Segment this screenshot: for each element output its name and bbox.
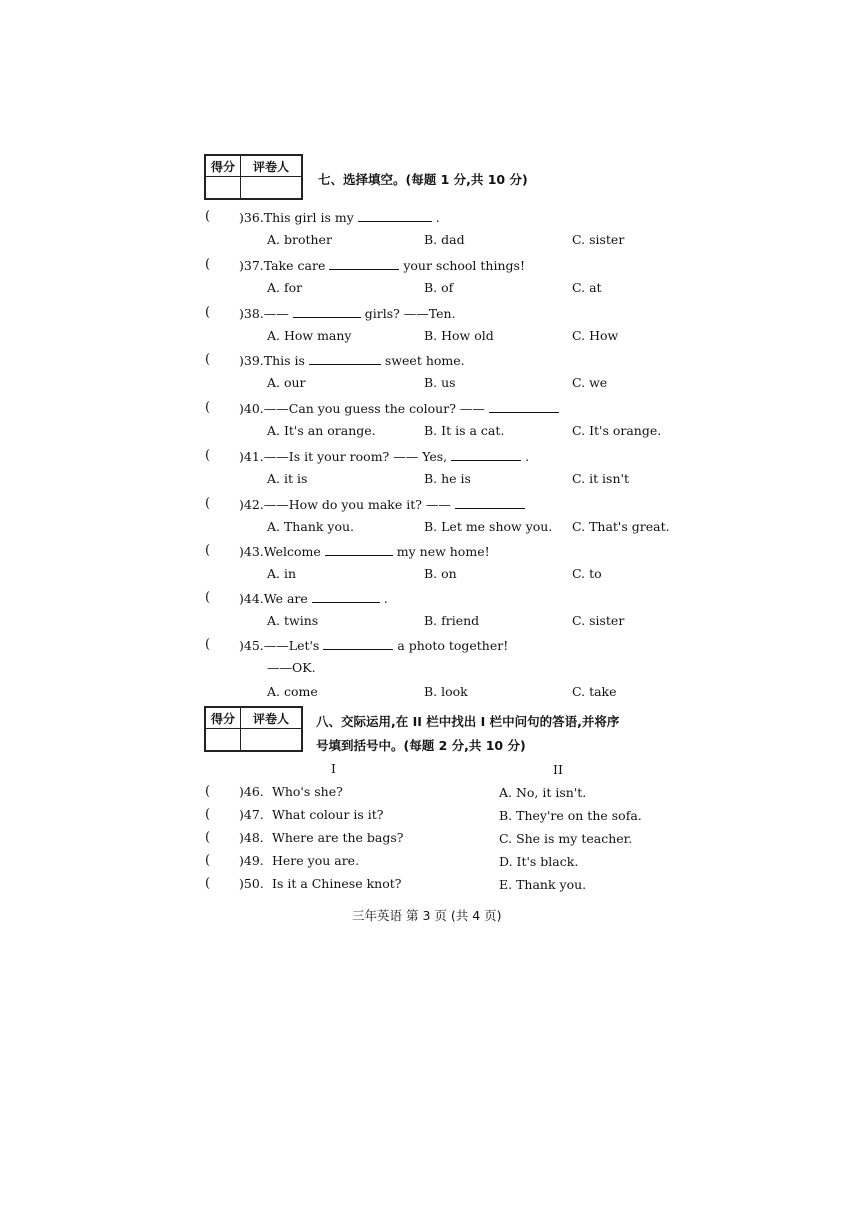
option-b: B. on: [424, 566, 457, 581]
question-41: [239, 448, 529, 464]
answer-paren[interactable]: (: [205, 257, 211, 272]
option-a: A. come: [267, 684, 318, 699]
answer-paren[interactable]: (: [205, 543, 211, 558]
question-number: )40.: [239, 401, 264, 416]
grader-label: 评卷人: [241, 708, 302, 729]
question-44: [239, 590, 388, 606]
question-42: [239, 496, 525, 512]
option-c: C. sister: [572, 613, 625, 628]
question-text: This girl is my: [263, 210, 354, 225]
option-c: C. to: [572, 566, 602, 581]
score-cell[interactable]: [206, 729, 241, 751]
question-text: ——Is it your room? —— Yes,: [263, 449, 448, 464]
dialogue-answer: A. No, it isn't.: [499, 785, 587, 800]
answer-paren[interactable]: (: [205, 448, 211, 463]
answer-paren[interactable]: (: [205, 305, 211, 320]
answer-blank[interactable]: [323, 637, 393, 650]
option-b: B. he is: [424, 471, 471, 486]
question-text: Welcome: [263, 544, 321, 559]
answer-blank[interactable]: [455, 496, 525, 509]
dialogue-question: What colour is it?: [272, 807, 384, 822]
question-40: [239, 400, 559, 416]
option-a: A. Thank you.: [267, 519, 355, 534]
score-label: 得分: [206, 708, 241, 729]
answer-paren[interactable]: (: [205, 209, 211, 224]
question-text-after: your school things!: [403, 258, 525, 273]
question-number: )41.: [239, 449, 264, 464]
answer-blank[interactable]: [358, 209, 432, 222]
question-text: ——How do you make it? ——: [263, 497, 451, 512]
question-number: )46.: [239, 784, 264, 799]
question-number: )47.: [239, 807, 264, 822]
dialogue-question: Where are the bags?: [272, 830, 404, 845]
question-37: [239, 257, 525, 273]
question-text-after: my new home!: [396, 544, 490, 559]
question-text-after: sweet home.: [384, 353, 465, 368]
question-text-after: .: [525, 449, 530, 464]
question-text-after: .: [435, 210, 440, 225]
answer-paren[interactable]: (: [205, 637, 211, 652]
section-8-title-line1: 八、交际运用,在 II 栏中找出 I 栏中问句的答语,并将序: [316, 714, 620, 729]
option-c: C. take: [572, 684, 617, 699]
dialogue-answer: D. It's black.: [499, 854, 579, 869]
answer-paren[interactable]: (: [205, 784, 211, 799]
question-reply: ——OK.: [267, 660, 316, 675]
question-number: )49.: [239, 853, 264, 868]
answer-blank[interactable]: [329, 257, 399, 270]
option-b: B. Let me show you.: [424, 519, 553, 534]
option-a: A. brother: [267, 232, 332, 247]
question-text: ——: [263, 306, 289, 321]
option-c: C. That's great.: [572, 519, 670, 534]
option-a: A. it is: [267, 471, 308, 486]
option-b: B. friend: [424, 613, 480, 628]
answer-blank[interactable]: [451, 448, 521, 461]
question-text-after: girls? ——Ten.: [364, 306, 456, 321]
option-c: C. How: [572, 328, 619, 343]
section-8-title-line2: 号填到括号中。(每题 2 分,共 10 分): [316, 738, 526, 753]
question-39: [239, 352, 465, 368]
answer-blank[interactable]: [489, 400, 559, 413]
answer-paren[interactable]: (: [205, 400, 211, 415]
score-cell[interactable]: [206, 177, 241, 199]
question-number: )43.: [239, 544, 264, 559]
option-b: B. of: [424, 280, 454, 295]
dialogue-question: Is it a Chinese knot?: [272, 876, 402, 891]
option-b: B. dad: [424, 232, 465, 247]
dialogue-question: Who's she?: [272, 784, 343, 799]
answer-blank[interactable]: [309, 352, 381, 365]
option-a: A. It's an orange.: [267, 423, 376, 438]
question-number: )50.: [239, 876, 264, 891]
score-box-section-8: [204, 706, 303, 752]
page-footer: 三年英语 第 3 页 (共 4 页): [352, 908, 502, 923]
question-43: [239, 543, 490, 559]
option-a: A. for: [267, 280, 303, 295]
answer-paren[interactable]: (: [205, 496, 211, 511]
question-number: )39.: [239, 353, 264, 368]
question-text: Take care: [263, 258, 326, 273]
answer-paren[interactable]: (: [205, 876, 211, 891]
question-45: [239, 637, 508, 653]
question-text-after: .: [383, 591, 388, 606]
column-1-header: I: [331, 761, 336, 776]
score-label: 得分: [206, 156, 241, 177]
dialogue-question: Here you are.: [272, 853, 360, 868]
answer-paren[interactable]: (: [205, 590, 211, 605]
option-b: B. look: [424, 684, 468, 699]
answer-blank[interactable]: [312, 590, 380, 603]
option-a: A. twins: [267, 613, 319, 628]
score-box-section-7: [204, 154, 303, 200]
section-7-title: 七、选择填空。(每题 1 分,共 10 分): [318, 172, 528, 187]
question-number: )36.: [239, 210, 264, 225]
option-c: C. sister: [572, 232, 625, 247]
question-number: )38.: [239, 306, 264, 321]
column-2-header: II: [553, 762, 563, 777]
question-number: )42.: [239, 497, 264, 512]
grader-cell[interactable]: [241, 729, 302, 751]
option-a: A. How many: [267, 328, 352, 343]
grader-label: 评卷人: [241, 156, 302, 177]
option-a: A. our: [267, 375, 306, 390]
grader-cell[interactable]: [241, 177, 302, 199]
answer-paren[interactable]: (: [205, 352, 211, 367]
option-c: C. we: [572, 375, 608, 390]
question-text-after: a photo together!: [397, 638, 509, 653]
dialogue-answer: B. They're on the sofa.: [499, 808, 642, 823]
question-number: )45.: [239, 638, 264, 653]
question-text: We are: [263, 591, 308, 606]
option-c: C. it isn't: [572, 471, 629, 486]
option-a: A. in: [267, 566, 297, 581]
question-text: This is: [263, 353, 305, 368]
question-number: )48.: [239, 830, 264, 845]
question-36: [239, 209, 440, 225]
question-text: ——Can you guess the colour? ——: [263, 401, 485, 416]
question-text: ——Let's: [263, 638, 320, 653]
question-number: )44.: [239, 591, 264, 606]
answer-paren[interactable]: (: [205, 807, 211, 822]
option-b: B. It is a cat.: [424, 423, 505, 438]
option-c: C. It's orange.: [572, 423, 662, 438]
option-c: C. at: [572, 280, 602, 295]
answer-blank[interactable]: [293, 305, 361, 318]
question-number: )37.: [239, 258, 264, 273]
answer-blank[interactable]: [325, 543, 393, 556]
option-b: B. us: [424, 375, 456, 390]
dialogue-answer: C. She is my teacher.: [499, 831, 633, 846]
answer-paren[interactable]: (: [205, 853, 211, 868]
dialogue-answer: E. Thank you.: [499, 877, 587, 892]
option-b: B. How old: [424, 328, 494, 343]
question-38: [239, 305, 456, 321]
answer-paren[interactable]: (: [205, 830, 211, 845]
